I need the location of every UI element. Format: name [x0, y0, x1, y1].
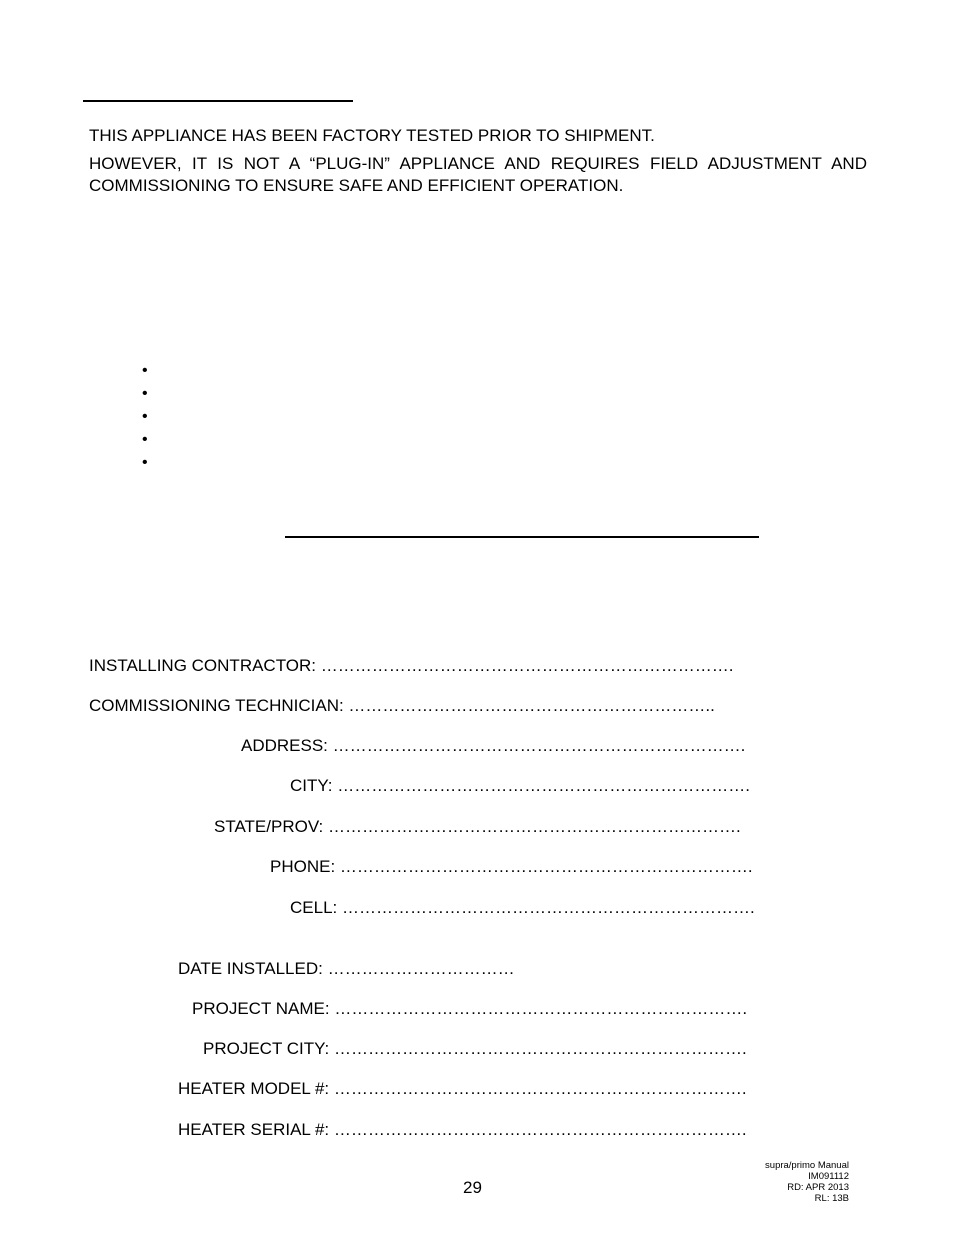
intro-line-1: THIS APPLIANCE HAS BEEN FACTORY TESTED PRIOR TO SHIPMENT. — [89, 126, 655, 145]
field-commissioning-technician: COMMISSIONING TECHNICIAN: ……………………………………………………….. — [89, 696, 715, 715]
intro-line-2: HOWEVER, IT IS NOT A “PLUG-IN” APPLIANCE AND REQUIRES FIELD ADJUSTMENT AND COMMISSIONING TO ENSURE SAFE AND EFFICIENT OPERATION. — [89, 154, 867, 195]
field-cell: CELL: ………………………………………………………………. — [290, 898, 755, 917]
section-heading-rule-top — [83, 100, 353, 102]
footer-doc-id: IM091112 — [808, 1171, 849, 1182]
field-phone: PHONE: ………………………………………………………………. — [270, 857, 753, 876]
field-address: ADDRESS: ………………………………………………………………. — [241, 736, 746, 755]
bullet-4: • — [142, 431, 148, 448]
field-city: CITY: ………………………………………………………………. — [290, 776, 750, 795]
field-state-prov: STATE/PROV: ………………………………………………………………. — [214, 817, 741, 836]
page-number: 29 — [463, 1178, 482, 1197]
bullet-2: • — [142, 385, 148, 402]
bullet-1: • — [142, 362, 148, 379]
footer-manual: supra/primo Manual — [765, 1160, 849, 1171]
footer-rl: RL: 13B — [814, 1193, 849, 1204]
field-heater-model: HEATER MODEL #: ………………………………………………………………. — [178, 1079, 747, 1098]
bullet-5: • — [142, 454, 148, 471]
field-project-city: PROJECT CITY: ………………………………………………………………. — [203, 1039, 747, 1058]
footer-doc-info — [765, 1160, 849, 1204]
field-project-name: PROJECT NAME: ………………………………………………………………. — [192, 999, 748, 1018]
bullet-3: • — [142, 408, 148, 425]
field-heater-serial: HEATER SERIAL #: ………………………………………………………………. — [178, 1120, 747, 1139]
section-heading-rule-middle — [285, 536, 759, 538]
field-installing-contractor: INSTALLING CONTRACTOR: ………………………………………………………………. — [89, 656, 734, 675]
footer-rd: RD: APR 2013 — [787, 1182, 849, 1193]
field-date-installed: DATE INSTALLED: …………………………… — [178, 959, 515, 978]
